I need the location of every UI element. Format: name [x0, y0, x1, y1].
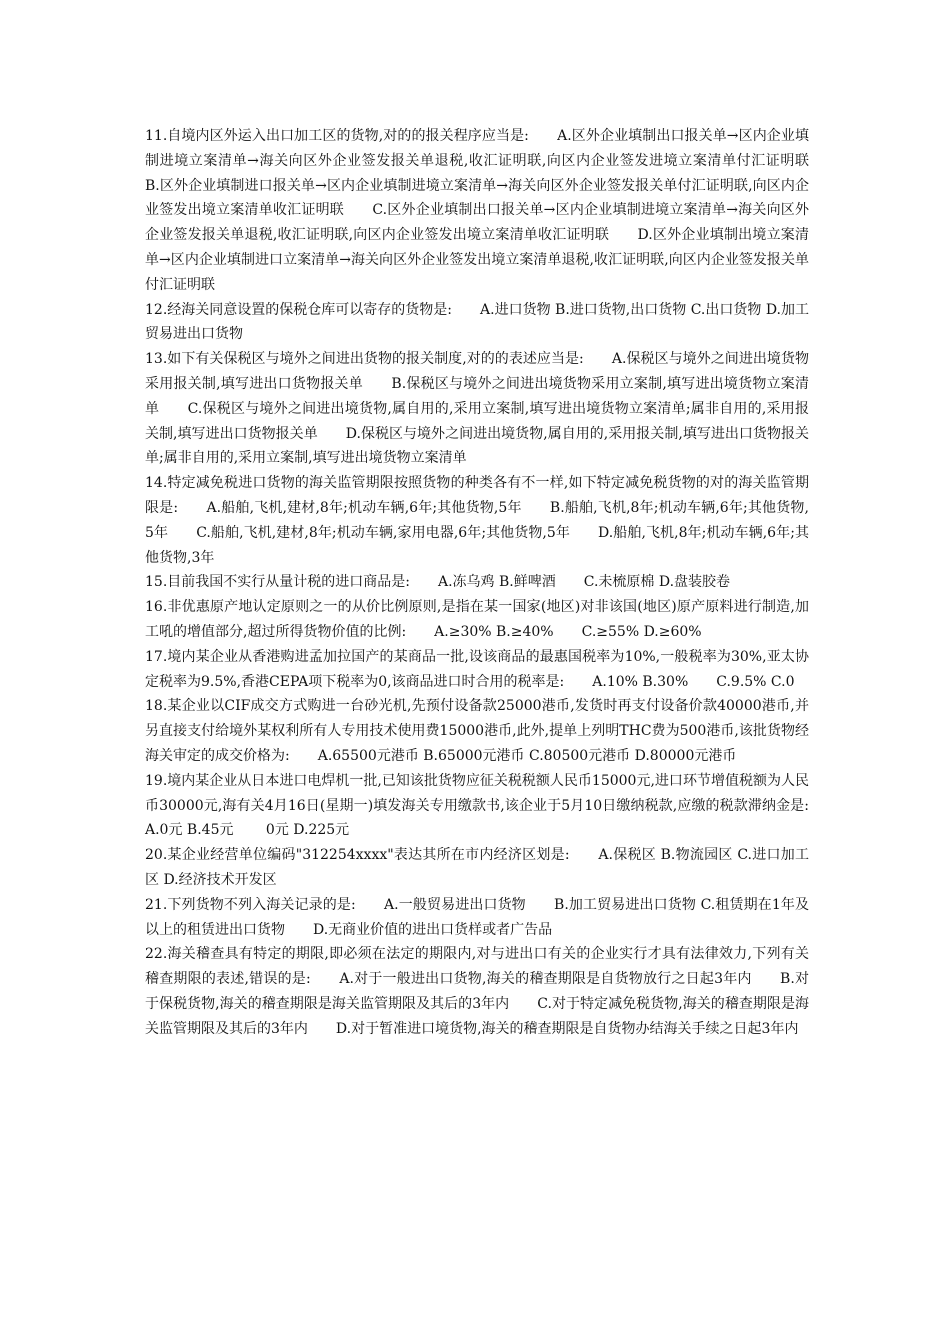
- question-11: 11.自境内区外运入出口加工区的货物,对的的报关程序应当是: A.区外企业填制出口报关单→区内企业填制进境立案清单→海关向区外企业签发报关单退税,收汇证明联,向区内企业签发进境立案清单付汇证明联 B.区外企业填制进口报关单→区内企业填制进境立案清单→海关向区外企业签发报关单付汇证明联,向区内企业签发出境立案清单收汇证明联 C.区外企业填制出口报关单→区内企业填制进境立案清单→海关向区外企业签发报关单退税,收汇证明联,向区内企业签发出境立案清单收汇证明联 D.区外企业填制出境立案清单→区内企业填制进口立案清单→海关向区外企业签发出境立案清单退税,收汇证明联,向区内企业签发报关单付汇证明联: [145, 128, 837, 293]
- question-16: 16.非优惠原产地认定原则之一的从价比例原则,是指在某一国家(地区)对非该国(地区)原产原料进行制造,加工吼的增值部分,超过所得货物价值的比例: A.≥30% B.≥40% C.≥55% D.≥60%: [145, 599, 809, 640]
- question-21: 21.下列货物不列入海关记录的是: A.一般贸易进出口货物 B.加工贸易进出口货物 C.租赁期在1年及以上的租赁进出口货物 D.无商业价值的进出口货样或者广告品: [145, 896, 809, 938]
- question-17: 17.境内某企业从香港购进孟加拉国产的某商品一批,设该商品的最惠国税率为10%,一般税率为30%,亚太协定税率为9.5%,香港CEPA项下税率为0,该商品进口时合用的税率是: A.10% B.30% C.9.5% C.0: [145, 648, 809, 690]
- question-15: 15.目前我国不实行从量计税的进口商品是: A.冻乌鸡 B.鲜啤酒 C.未梳原棉 D.盘装胶卷: [145, 574, 731, 591]
- question-14: 14.特定减免税进口货物的海关监管期限按照货物的种类各有不一样,如下特定减免税货物的对的海关监管期限是: A.船舶,飞机,建材,8年;机动车辆,6年;其他货物,5年 B.船舶,飞机,8年;机动车辆,6年;其他货物,5年 C.船舶,飞机,建材,8年;机动车辆,家用电器,6年;其他货物,5年 D.船舶,飞机,8年;机动车辆,6年;其他货物,3年: [145, 475, 809, 566]
- question-18: 18.某企业以CIF成交方式购进一台砂光机,先预付设备款25000港币,发货时再支付设备价款40000港币,并另直接支付给境外某权利所有人专用技术使用费15000港币,此外,提单上列明THC费为500港币,该批货物经海关审定的成交价格为: A.65500元港币 B.65000元港币 C.80500元港币 D.80000元港币: [145, 698, 809, 764]
- question-12: 12.经海关同意设置的保税仓库可以寄存的货物是: A.进口货物 B.进口货物,出口货物 C.出口货物 D.加工贸易进出口货物: [145, 301, 809, 343]
- question-13: 13.如下有关保税区与境外之间进出货物的报关制度,对的的表述应当是: A.保税区与境外之间进出境货物采用报关制,填写进出口货物报关单 B.保税区与境外之间进出境货物采用立案制,填写进出境货物立案清单 C.保税区与境外之间进出境货物,属自用的,采用立案制,填写进出境货物立案清单;属非自用的,采用报关制,填写进出口货物报关单 D.保税区与境外之间进出境货物,属自用的,采用报关制,填写进出口货物报关单;属非自用的,采用立案制,填写进出境货物立案清单: [145, 351, 809, 467]
- question-20: 20.某企业经营单位编码"312254xxxx"表达其所在市内经济区划是: A.保税区 B.物流园区 C.进口加工区 D.经济技术开发区: [145, 847, 809, 888]
- question-19: 19.境内某企业从日本进口电焊机一批,已知该批货物应征关税税额人民币15000元,进口环节增值税额为人民币30000元,海有关4月16日(星期一)填发海关专用缴款书,该企业于5月10日缴纳税款,应缴的税款滞纳金是: A.0元 B.45元 0元 D.225元: [145, 772, 837, 839]
- document-body: [145, 124, 837, 1041]
- question-22: 22.海关稽查具有特定的期限,即必须在法定的期限内,对与进出口有关的企业实行才具有法律效力,下列有关稽查期限的表述,错误的是: A.对于一般进出口货物,海关的稽查期限是自货物放行之日起3年内 B.对于保税货物,海关的稽查期限是海关监管期限及其后的3年内 C.对于特定减免税货物,海关的稽查期限是海关监管期限及其后的3年内 D.对于暂准进口境货物,海关的稽查期限是自货物办结海关手续之日起3年内: [145, 946, 809, 1037]
